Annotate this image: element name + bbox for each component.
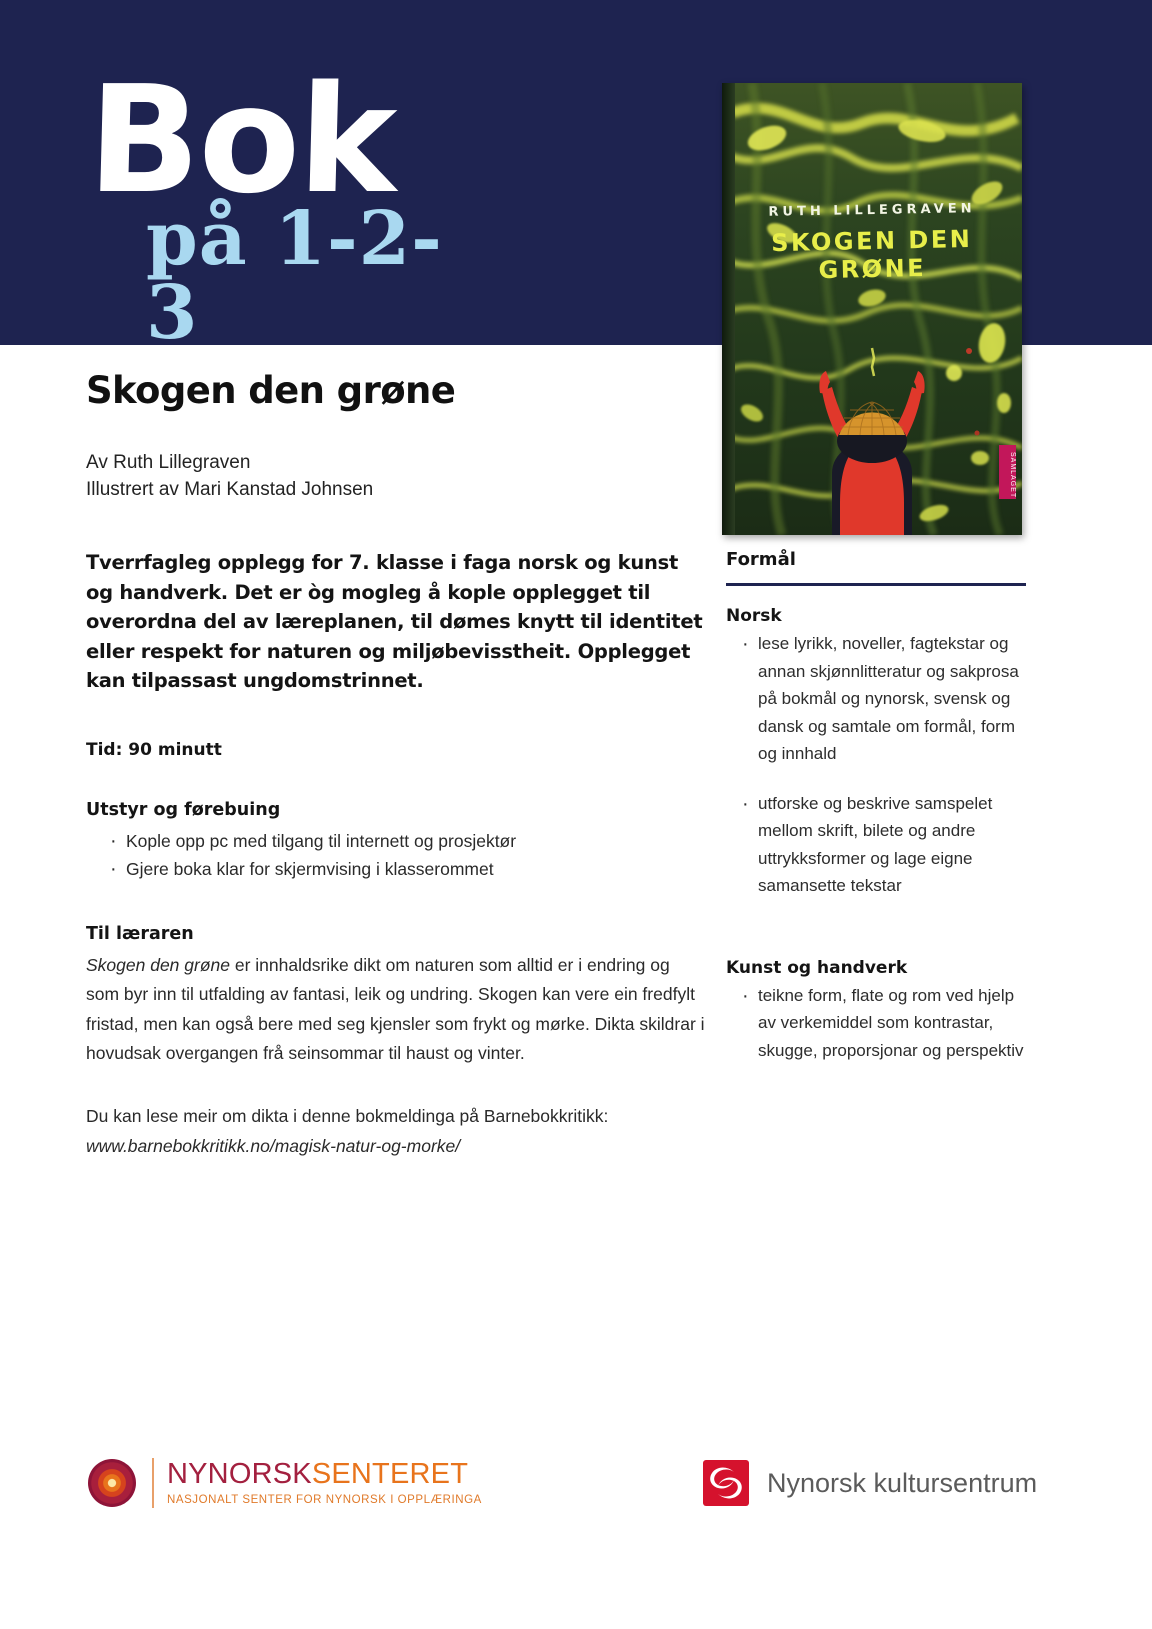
bokmelding-url[interactable]: www.barnebokkritikk.no/magisk-natur-og-morke/ [86,1135,461,1156]
right-column [726,549,1026,1092]
kultursentrum-name: Nynorsk kultursentrum [767,1467,1038,1498]
logo-nynorsk-kultursentrum [703,1460,1037,1506]
swirl-glyph [703,1460,749,1506]
left-column [86,369,706,1195]
brand-title-bok: Bok [85,54,398,226]
publisher-badge: SAMLAGET [999,445,1016,499]
cover-author: RUTH LILLEGRAVEN [768,201,976,220]
spacer [726,928,1026,958]
book-cover-image [722,83,1022,535]
list-item: · utforske og beskrive samspelet mellom skrift, bilete og andre uttrykksformer og lage eigne samansette tekstar [742,790,1026,900]
list-item: · Gjere boka klar for skjermvising i klasserommet [110,855,706,883]
book-spine [722,83,735,535]
subject-heading-kunst-og-handverk: Kunst og handverk [726,957,908,978]
duration-label: Tid: 90 minutt [86,740,222,761]
byline-illustrator: Illustrert av Mari Kanstad Johnsen [86,479,374,501]
brand-logo [85,54,468,357]
bokmelding-block [86,1102,706,1161]
logo-nynorsksenteret [88,1458,482,1508]
cover-artwork [722,83,1022,535]
footer [0,1440,1152,1540]
utstyr-list [86,827,706,884]
subject-heading-norsk: Norsk [726,606,782,626]
lede-paragraph: Tverrfagleg opplegg for 7. klasse i faga norsk og kunst og handverk. Det er òg mogleg å kople opplegget til overordna del av læreplanen, til dømes knytt til identitet eller respekt for naturen og miljøbevisstheit. Opplegget kan tilpassast ungdomstrinnet. [86,550,703,693]
list-item: · teikne form, flate og rom ved hjelp av verkemiddel som kontrastar, skugge, proporsjonar og perspektiv [742,982,1026,1065]
byline-author: Av Ruth Lillegraven [86,451,251,473]
cover-text-block [722,203,1022,283]
nynorsksenteret-tagline: NASJONALT SENTER FOR NYNORSK I OPPLÆRINGA [167,1493,482,1506]
til-laeraren-rest: er innhaldsrike dikt om naturen som alltid er i endring og som byr inn til utfalding av fantasi, leik og undring. Skogen kan vere ein fredfylt fristad, men kan også bere med seg kjensler som frykt og mørke. Dikta skildrar i hovudsak overgangen frå seinsommar til haust og vinter. [86,954,705,1063]
book-cover-frame [722,83,1022,535]
book-title-italic: Skogen den grøne [86,954,230,975]
list-item: · Kople opp pc med tilgang til internett og prosjektør [110,827,706,855]
wordmark-part-2: SENTERET [311,1457,469,1490]
brand-subtitle-pa-1-2-3: på 1-2-3 [146,196,443,357]
logo-divider [152,1458,154,1508]
page-title: Skogen den grøne [86,369,456,412]
section-heading-utstyr: Utstyr og førebuing [86,800,281,821]
norsk-competence-list [726,630,1026,900]
section-heading-til-laeraren: Til læraren [86,923,194,944]
wordmark-part-1: NYNORSK [167,1457,312,1490]
list-item: · lese lyrikk, noveller, fagtekstar og annan skjønnlitteratur og sakprosa på bokmål og nynorsk, svensk og dansk og samtale om formål, form og innhald [742,630,1026,768]
section-heading-formal: Formål [726,549,796,570]
formal-divider [726,583,1026,586]
kunst-competence-list [726,982,1026,1065]
kultursentrum-swirl-icon [703,1460,749,1506]
bokmelding-intro: Du kan lese meir om dikta i denne bokmeldinga på Barnebokkritikk: [86,1106,609,1127]
nynorsksenteret-wordmark [167,1457,482,1490]
til-laeraren-paragraph [86,951,706,1069]
byline [86,449,706,504]
nynorsksenteret-text [167,1457,482,1507]
cover-title: SKOGEN DEN GRØNE [770,224,973,285]
nynorsksenteret-mark-icon [88,1459,136,1507]
